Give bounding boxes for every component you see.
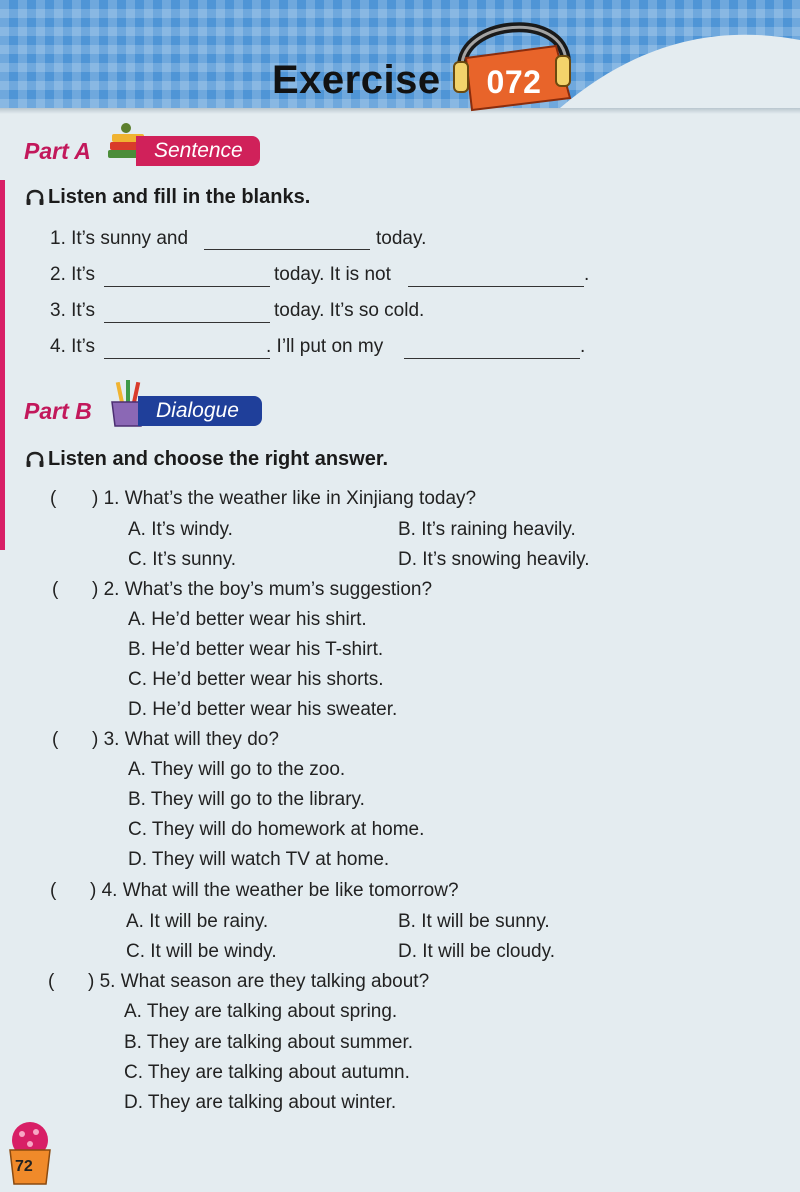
fill-item-1-after: today. bbox=[376, 228, 427, 249]
q4-option-a[interactable]: A. It will be rainy. bbox=[126, 911, 269, 932]
blank-3[interactable] bbox=[104, 322, 270, 323]
q3-option-c[interactable]: C. They will do homework at home. bbox=[128, 819, 425, 840]
q1-option-b[interactable]: B. It’s raining heavily. bbox=[398, 519, 576, 540]
q2-option-b[interactable]: B. He’d better wear his T-shirt. bbox=[128, 639, 384, 660]
fill-item-2-before: 2. It’s bbox=[50, 264, 96, 285]
q4-option-c[interactable]: C. It will be windy. bbox=[126, 941, 277, 962]
headphones-icon bbox=[26, 188, 44, 211]
q1-option-c[interactable]: C. It’s sunny. bbox=[128, 549, 237, 570]
radio-badge-icon bbox=[452, 6, 576, 114]
q5-option-c[interactable]: C. They are talking about autumn. bbox=[124, 1062, 410, 1083]
fill-item-2-mid: today. It is not bbox=[274, 264, 391, 285]
q5-option-a[interactable]: A. They are talking about spring. bbox=[124, 1001, 398, 1022]
blank-2b[interactable] bbox=[408, 286, 584, 287]
blank-1[interactable] bbox=[204, 249, 370, 250]
fill-item-2-after: . bbox=[584, 264, 590, 285]
q2-option-a[interactable]: A. He’d better wear his shirt. bbox=[128, 609, 367, 630]
fill-item-4-before: 4. It’s bbox=[50, 336, 96, 357]
page-edge-stripe bbox=[0, 180, 5, 550]
fill-item-4-after: . bbox=[580, 336, 586, 357]
page-title: Exercise bbox=[272, 58, 441, 102]
headphones-icon bbox=[26, 450, 44, 473]
q3-option-d[interactable]: D. They will watch TV at home. bbox=[128, 849, 390, 870]
q4-option-d[interactable]: D. It will be cloudy. bbox=[398, 941, 555, 962]
q3-option-a[interactable]: A. They will go to the zoo. bbox=[128, 759, 346, 780]
q3-option-b[interactable]: B. They will go to the library. bbox=[128, 789, 365, 810]
part-b-label: Part B bbox=[24, 398, 92, 424]
question-3: ) 3. What will they do? bbox=[92, 729, 279, 750]
answer-paren[interactable]: ( bbox=[50, 880, 57, 901]
fill-item-4-mid: . I’ll put on my bbox=[266, 336, 384, 357]
answer-paren[interactable]: ( bbox=[50, 488, 57, 509]
q5-option-d[interactable]: D. They are talking about winter. bbox=[124, 1092, 397, 1113]
question-5: ) 5. What season are they talking about? bbox=[88, 971, 430, 992]
q5-option-b[interactable]: B. They are talking about summer. bbox=[124, 1032, 414, 1053]
part-a-label: Part A bbox=[24, 138, 91, 164]
fill-item-3-after: today. It’s so cold. bbox=[274, 300, 425, 321]
fill-item-3-before: 3. It’s bbox=[50, 300, 96, 321]
fill-item-1-before: 1. It’s sunny and bbox=[50, 228, 189, 249]
part-b-instruction bbox=[26, 448, 388, 473]
page-shadow bbox=[0, 108, 800, 114]
q2-option-d[interactable]: D. He’d better wear his sweater. bbox=[128, 699, 398, 720]
q2-option-c[interactable]: C. He’d better wear his shorts. bbox=[128, 669, 384, 690]
part-a-instruction bbox=[26, 186, 310, 211]
question-2: ) 2. What’s the boy’s mum’s suggestion? bbox=[92, 579, 433, 600]
part-b-tag: Dialogue bbox=[138, 396, 262, 426]
cupcake-icon bbox=[6, 1120, 54, 1186]
q1-option-d[interactable]: D. It’s snowing heavily. bbox=[398, 549, 590, 570]
part-b-instruction-text: Listen and choose the right answer. bbox=[48, 448, 389, 470]
part-a-tag: Sentence bbox=[136, 136, 260, 166]
page-number: 72 bbox=[15, 1158, 33, 1175]
answer-paren[interactable]: ( bbox=[52, 729, 59, 750]
part-a-instruction-text: Listen and fill in the blanks. bbox=[48, 186, 311, 208]
answer-paren[interactable]: ( bbox=[52, 579, 59, 600]
blank-4b[interactable] bbox=[404, 358, 580, 359]
q1-option-a[interactable]: A. It’s windy. bbox=[128, 519, 233, 540]
blank-2a[interactable] bbox=[104, 286, 270, 287]
question-4: ) 4. What will the weather be like tomorrow? bbox=[90, 880, 459, 901]
q4-option-b[interactable]: B. It will be sunny. bbox=[398, 911, 550, 932]
exercise-number: 072 bbox=[486, 64, 542, 100]
answer-paren[interactable]: ( bbox=[48, 971, 55, 992]
blank-4a[interactable] bbox=[104, 358, 270, 359]
question-1: ) 1. What’s the weather like in Xinjiang today? bbox=[92, 488, 477, 509]
